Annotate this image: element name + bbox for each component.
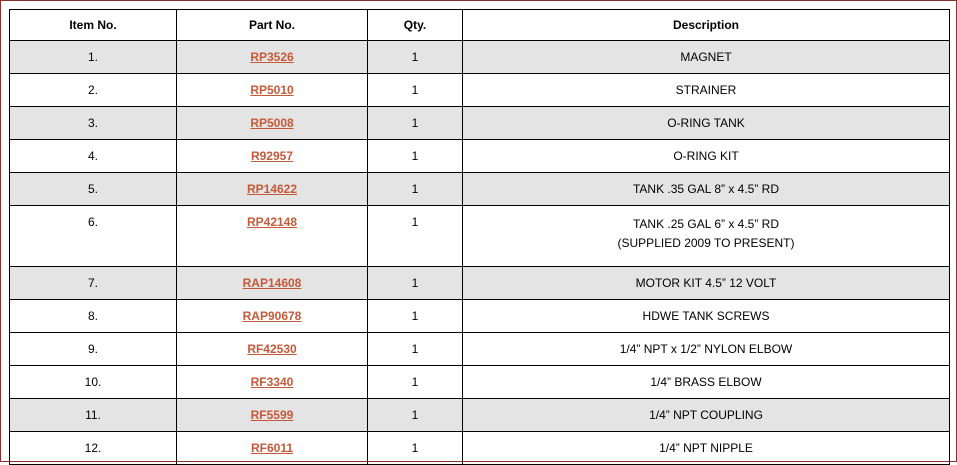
- part-number-cell: [177, 74, 368, 107]
- quantity: 1: [368, 107, 463, 140]
- description: O-RING TANK: [463, 107, 950, 140]
- part-number-link[interactable]: RAP14608: [242, 276, 302, 290]
- description-line-1: TANK .25 GAL 6” x 4.5” RD: [632, 217, 780, 231]
- quantity: 1: [368, 74, 463, 107]
- item-number: 7.: [10, 267, 177, 300]
- part-number-link[interactable]: RP42148: [246, 215, 298, 229]
- table-row: [10, 107, 950, 140]
- quantity: 1: [368, 41, 463, 74]
- table-row: [10, 173, 950, 206]
- item-number: 12.: [10, 432, 177, 465]
- table-row: [10, 74, 950, 107]
- part-number-link[interactable]: RP5008: [250, 116, 294, 130]
- table-header-row: [10, 10, 950, 41]
- quantity: 1: [368, 267, 463, 300]
- quantity: 1: [368, 140, 463, 173]
- part-number-link[interactable]: RF42530: [247, 342, 297, 356]
- header-item-no: Item No.: [10, 10, 177, 41]
- part-number-link[interactable]: RAP90678: [242, 309, 302, 323]
- description: O-RING KIT: [463, 140, 950, 173]
- description: 1/4” NPT COUPLING: [463, 399, 950, 432]
- part-number-cell: [177, 41, 368, 74]
- header-description: Description: [463, 10, 950, 41]
- item-number: 9.: [10, 333, 177, 366]
- part-number-cell: [177, 140, 368, 173]
- quantity: 1: [368, 173, 463, 206]
- part-number-link[interactable]: RF6011: [250, 441, 294, 455]
- table-row: [10, 333, 950, 366]
- quantity: 1: [368, 366, 463, 399]
- table-row: [10, 41, 950, 74]
- part-number-cell: [177, 173, 368, 206]
- quantity: 1: [368, 206, 463, 267]
- description: TANK .35 GAL 8” x 4.5” RD: [463, 173, 950, 206]
- part-number-link[interactable]: RP3526: [250, 50, 294, 64]
- item-number: 1.: [10, 41, 177, 74]
- quantity: 1: [368, 399, 463, 432]
- table-row: [10, 140, 950, 173]
- part-number-cell: [177, 107, 368, 140]
- header-part-no: Part No.: [177, 10, 368, 41]
- part-number-cell: [177, 206, 368, 267]
- quantity: 1: [368, 333, 463, 366]
- item-number: 2.: [10, 74, 177, 107]
- header-qty: Qty.: [368, 10, 463, 41]
- description: 1/4” NPT NIPPLE: [463, 432, 950, 465]
- description: [463, 206, 950, 267]
- part-number-cell: [177, 432, 368, 465]
- description: HDWE TANK SCREWS: [463, 300, 950, 333]
- part-number-link[interactable]: R92957: [250, 149, 294, 163]
- item-number: 4.: [10, 140, 177, 173]
- part-number-link[interactable]: RF3340: [250, 375, 294, 389]
- table-row: [10, 267, 950, 300]
- description: MOTOR KIT 4.5” 12 VOLT: [463, 267, 950, 300]
- table-row: [10, 399, 950, 432]
- description: 1/4” NPT x 1/2” NYLON ELBOW: [463, 333, 950, 366]
- part-number-link[interactable]: RP5010: [250, 83, 294, 97]
- parts-table: [9, 9, 950, 465]
- table-row: [10, 300, 950, 333]
- description-line-2: (SUPPLIED 2009 TO PRESENT): [617, 236, 795, 250]
- part-number-link[interactable]: RF5599: [250, 408, 294, 422]
- part-number-cell: [177, 366, 368, 399]
- item-number: 5.: [10, 173, 177, 206]
- table-row: [10, 366, 950, 399]
- part-number-cell: [177, 300, 368, 333]
- item-number: 11.: [10, 399, 177, 432]
- part-number-cell: [177, 267, 368, 300]
- part-number-cell: [177, 399, 368, 432]
- part-number-link[interactable]: RP14622: [246, 182, 298, 196]
- table-row: [10, 432, 950, 465]
- item-number: 6.: [10, 206, 177, 267]
- quantity: 1: [368, 300, 463, 333]
- description: 1/4” BRASS ELBOW: [463, 366, 950, 399]
- description: STRAINER: [463, 74, 950, 107]
- quantity: 1: [368, 432, 463, 465]
- description: MAGNET: [463, 41, 950, 74]
- item-number: 10.: [10, 366, 177, 399]
- table-row: [10, 206, 950, 267]
- part-number-cell: [177, 333, 368, 366]
- item-number: 3.: [10, 107, 177, 140]
- item-number: 8.: [10, 300, 177, 333]
